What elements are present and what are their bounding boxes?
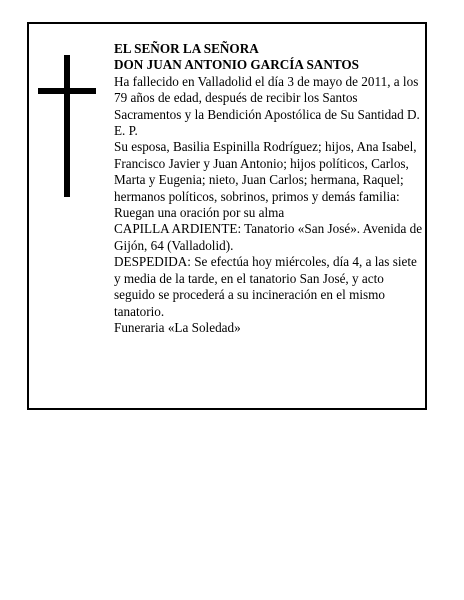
obituary-text: [114, 41, 424, 336]
cross-horizontal-bar: [38, 88, 96, 94]
funeral-home: Funeraria «La Soledad»: [114, 319, 241, 335]
cross-vertical-bar: [64, 55, 70, 197]
prayer-request: Ruegan una oración por su alma: [114, 205, 285, 221]
heading-line-1: EL SEÑOR LA SEÑORA: [114, 41, 259, 56]
chapel-info: CAPILLA ARDIENTE: Tanatorio «San José». Avenida de Gijón, 64 (Valladolid).: [114, 221, 423, 253]
death-announcement: Ha fallecido en Valladolid el día 3 de mayo de 2011, a los 79 años de edad, después de recibir los Santos Sacramentos y la Bendición Apostólica de Su Santidad D. E. P.: [114, 73, 420, 139]
deceased-name: DON JUAN ANTONIO GARCÍA SANTOS: [114, 57, 359, 73]
cross-icon: [38, 55, 96, 197]
farewell-info: DESPEDIDA: Se efectúa hoy miércoles, día 4, a las siete y media de la tarde, en el tanatorio San José, y acto seguido se procederá a su incineración en el mismo tanatorio.: [114, 254, 417, 319]
family-list: Su esposa, Basilia Espinilla Rodríguez; hijos, Ana Isabel, Francisco Javier y Juan Antonio; hijos políticos, Carlos, Marta y Eugenia; nieto, Juan Carlos; hermana, Raquel; hermanos políticos, sobrinos, primos y demás familia:: [114, 139, 417, 204]
